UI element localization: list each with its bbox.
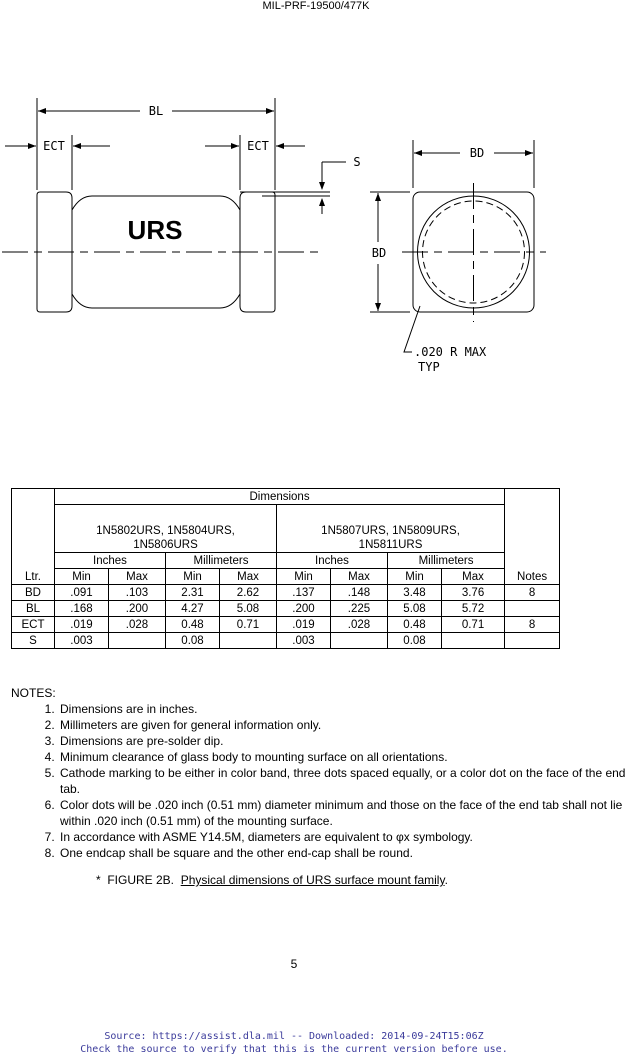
row-note: 8 bbox=[505, 585, 560, 601]
table-row bbox=[12, 585, 560, 601]
note-item: 6. Color dots will be .020 inch (0.51 mm) diameter minimum and those on the face of the end tab shall not lie within .020 inch (0.51 mm) of the mounting surface. bbox=[58, 797, 632, 829]
cell: .028 bbox=[331, 617, 388, 633]
cell: .225 bbox=[331, 601, 388, 617]
min-header: Min bbox=[166, 569, 220, 585]
cell: .028 bbox=[109, 617, 166, 633]
cell bbox=[109, 633, 166, 649]
max-header: Max bbox=[109, 569, 166, 585]
cell: 3.48 bbox=[388, 585, 442, 601]
document-number: MIL-PRF-19500/477K bbox=[262, 0, 370, 12]
cell: .168 bbox=[55, 601, 109, 617]
note-item: 7. In accordance with ASME Y14.5M, diameters are equivalent to φx symbology. bbox=[58, 829, 632, 845]
cell: 5.08 bbox=[220, 601, 277, 617]
notes-section bbox=[11, 685, 632, 861]
cell: .019 bbox=[55, 617, 109, 633]
cell: 2.31 bbox=[166, 585, 220, 601]
page-number: 5 bbox=[290, 957, 298, 971]
notes-heading: NOTES: bbox=[11, 686, 56, 700]
ect-left-label: ECT bbox=[43, 139, 65, 153]
table-row bbox=[12, 601, 560, 617]
note-item: 2. Millimeters are given for general information only. bbox=[58, 717, 632, 733]
millimeters-header: Millimeters bbox=[166, 553, 277, 569]
min-header: Min bbox=[277, 569, 331, 585]
figure-caption bbox=[96, 873, 448, 887]
cell: 2.62 bbox=[220, 585, 277, 601]
source-footer bbox=[0, 1030, 588, 1056]
cell: .103 bbox=[109, 585, 166, 601]
millimeters-header: Millimeters bbox=[388, 553, 505, 569]
row-note bbox=[505, 633, 560, 649]
radius-note-line2: TYP bbox=[418, 360, 440, 374]
row-ltr: S bbox=[12, 633, 55, 649]
note-item: 1. Dimensions are in inches. bbox=[58, 701, 632, 717]
cell: 0.71 bbox=[442, 617, 505, 633]
cell: .148 bbox=[331, 585, 388, 601]
note-item: 8. One endcap shall be square and the other end-cap shall be round. bbox=[58, 845, 632, 861]
footer-verify-line: Check the source to verify that this is the current version before use. bbox=[80, 1044, 508, 1055]
radius-note-line1: .020 R MAX bbox=[414, 345, 487, 359]
max-header: Max bbox=[442, 569, 505, 585]
urs-package-drawing bbox=[0, 80, 632, 400]
s-label: S bbox=[353, 155, 361, 169]
cell: .003 bbox=[277, 633, 331, 649]
table-row bbox=[12, 633, 560, 649]
cell: 0.08 bbox=[166, 633, 220, 649]
cell: 0.71 bbox=[220, 617, 277, 633]
min-header: Min bbox=[388, 569, 442, 585]
caption-prefix: * FIGURE 2B. bbox=[96, 873, 181, 887]
cell: .019 bbox=[277, 617, 331, 633]
ect-right-label: ECT bbox=[247, 139, 269, 153]
cell: 4.27 bbox=[166, 601, 220, 617]
dimensions-table bbox=[11, 488, 560, 649]
footer-source-line: Source: https://assist.dla.mil -- Downloaded: 2014-09-24T15:06Z bbox=[104, 1031, 484, 1042]
cell: 5.08 bbox=[388, 601, 442, 617]
row-note: 8 bbox=[505, 617, 560, 633]
ltr-header: Ltr. bbox=[12, 489, 55, 585]
cell bbox=[331, 633, 388, 649]
inches-header: Inches bbox=[277, 553, 388, 569]
notes-list bbox=[11, 701, 632, 861]
min-header: Min bbox=[55, 569, 109, 585]
cell: .091 bbox=[55, 585, 109, 601]
row-note bbox=[505, 601, 560, 617]
cell: 5.72 bbox=[442, 601, 505, 617]
max-header: Max bbox=[331, 569, 388, 585]
cell bbox=[220, 633, 277, 649]
bl-label: BL bbox=[148, 104, 164, 118]
caption-suffix: . bbox=[444, 873, 448, 887]
cell: 0.48 bbox=[166, 617, 220, 633]
bd-side-label: BD bbox=[371, 246, 387, 260]
cell: .137 bbox=[277, 585, 331, 601]
bd-top-label: BD bbox=[469, 146, 485, 160]
caption-title: Physical dimensions of URS surface mount family bbox=[180, 873, 445, 887]
inches-header: Inches bbox=[55, 553, 166, 569]
note-item: 3. Dimensions are pre-solder dip. bbox=[58, 733, 632, 749]
notes-header: Notes bbox=[505, 489, 560, 585]
row-ltr: BD bbox=[12, 585, 55, 601]
urs-body-label: URS bbox=[127, 215, 183, 245]
family-a-header: 1N5802URS, 1N5804URS, 1N5806URS bbox=[55, 505, 277, 553]
cell bbox=[442, 633, 505, 649]
row-ltr: ECT bbox=[12, 617, 55, 633]
cell: .003 bbox=[55, 633, 109, 649]
cell: .200 bbox=[277, 601, 331, 617]
cell: .200 bbox=[109, 601, 166, 617]
dimensions-header: Dimensions bbox=[55, 489, 505, 505]
table-row bbox=[12, 617, 560, 633]
note-item: 5. Cathode marking to be either in color band, three dots spaced equally, or a color dot on the face of the end tab. bbox=[58, 765, 632, 797]
max-header: Max bbox=[220, 569, 277, 585]
cell: 3.76 bbox=[442, 585, 505, 601]
family-b-header: 1N5807URS, 1N5809URS, 1N5811URS bbox=[277, 505, 505, 553]
cell: 0.08 bbox=[388, 633, 442, 649]
row-ltr: BL bbox=[12, 601, 55, 617]
cell: 0.48 bbox=[388, 617, 442, 633]
note-item: 4. Minimum clearance of glass body to mounting surface on all orientations. bbox=[58, 749, 632, 765]
